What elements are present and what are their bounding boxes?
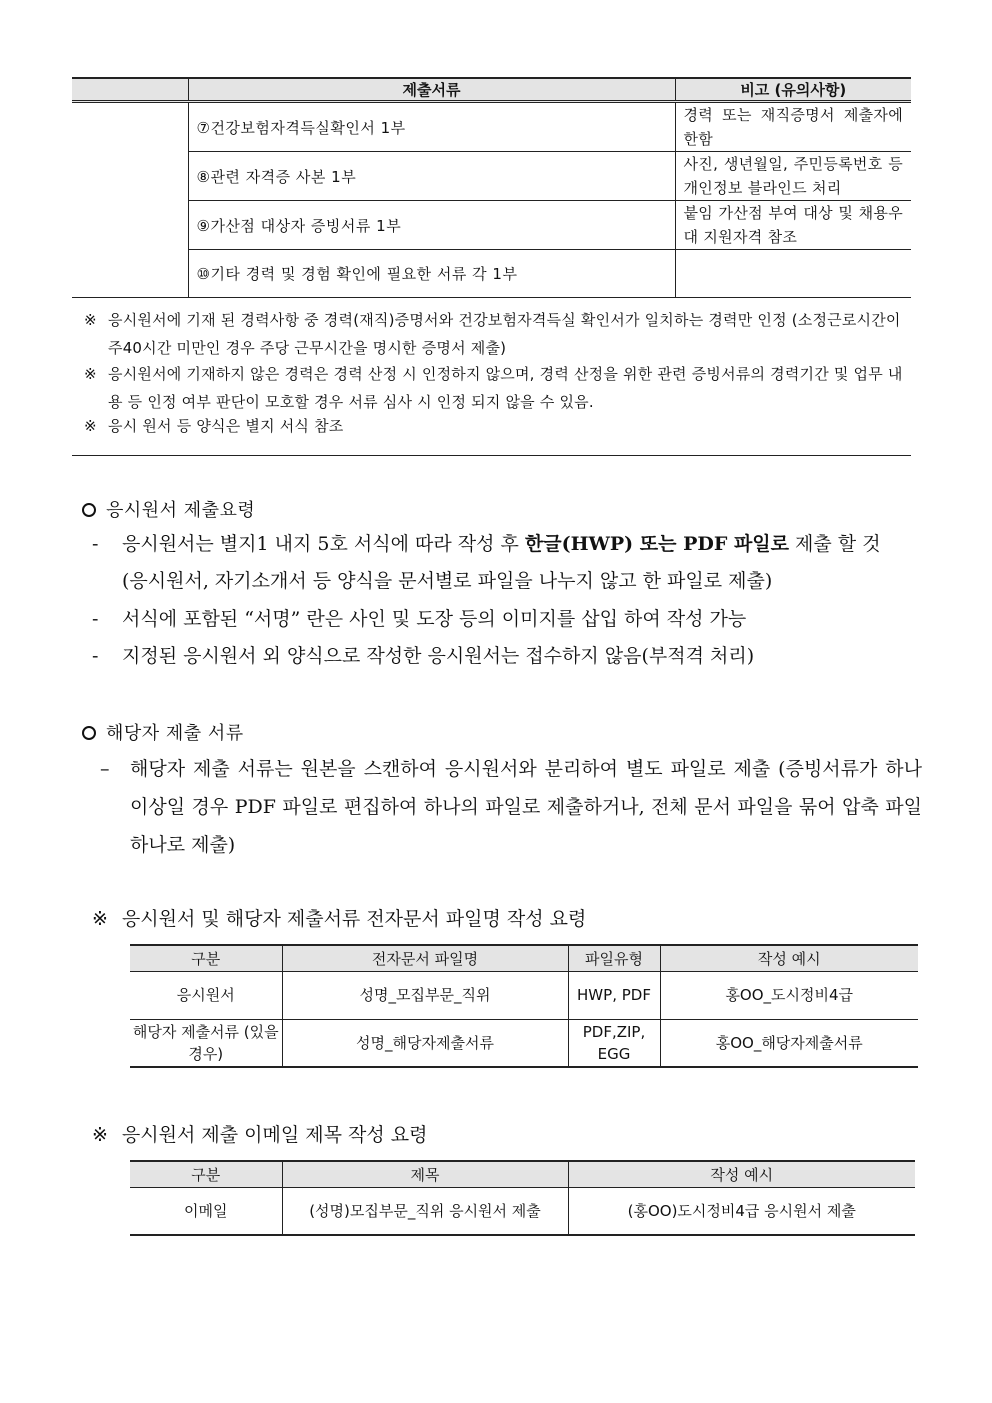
filename-table — [130, 944, 918, 1068]
bullet-text — [92, 525, 912, 563]
remark-cell: 사진, 생년월일, 주민등록번호 등 개인정보 블라인드 처리 — [675, 152, 911, 201]
filename-guide-title: 응시원서 및 해당자 제출서류 전자문서 파일명 작성 요령 — [121, 908, 587, 930]
header-filename: 전자문서 파일명 — [282, 945, 568, 971]
category-cell — [72, 102, 188, 152]
table-cell: PDF,ZIP, EGG — [568, 1019, 660, 1067]
note-text: 응시원서에 기재 된 경력사항 중 경력(재직)증명서와 건강보험자격득실 확인서가 일치하는 경력만 인정 (소정근로시간이 주40시간 미만인 경우 주당 근무시간을 명시한 증명서 제출) — [108, 311, 901, 357]
reference-mark: ※ — [92, 1124, 108, 1146]
reference-mark: ※ — [84, 365, 97, 383]
section-heading-application — [82, 496, 255, 522]
table-header-row — [130, 1161, 915, 1187]
table-header-row — [72, 78, 911, 102]
header-example: 작성 예시 — [660, 945, 918, 971]
email-guide-heading — [92, 1120, 427, 1147]
table-cell: 해당자 제출서류 (있을 경우) — [130, 1019, 282, 1067]
bullet-text: (응시원서, 자기소개서 등 양식을 문서별로 파일을 나누지 않고 한 파일로 제출) — [122, 570, 773, 592]
table-cell: 홍OO_도시정비4급 — [660, 971, 918, 1019]
reference-mark: ※ — [92, 908, 108, 930]
dash-icon: - — [92, 608, 99, 630]
section-title: 응시원서 제출요령 — [106, 500, 256, 521]
email-guide-title: 응시원서 제출 이메일 제목 작성 요령 — [121, 1124, 428, 1146]
category-cell — [72, 152, 188, 201]
category-cell — [72, 250, 188, 298]
table-cell: 홍OO_해당자제출서류 — [660, 1019, 918, 1067]
bullet-text-plain: 응시원서는 별지1 내지 5호 서식에 따라 작성 후 — [122, 533, 525, 555]
dash-icon: - — [92, 645, 99, 667]
section-title: 해당자 제출 서류 — [106, 723, 244, 744]
table-cell: 응시원서 — [130, 971, 282, 1019]
notes-box — [72, 300, 911, 456]
remark-cell: 붙임 가산점 부여 대상 및 채용우대 지원자격 참조 — [675, 201, 911, 250]
remark-cell — [675, 250, 911, 298]
bullet-text: 지정된 응시원서 외 양식으로 작성한 응시원서는 접수하지 않음(부적격 처리) — [122, 645, 755, 667]
table-row — [72, 152, 911, 201]
note-text: 응시 원서 등 양식은 별지 서식 참조 — [108, 417, 344, 435]
table-row — [130, 1187, 915, 1235]
note-item — [84, 306, 909, 362]
dash-icon: - — [92, 533, 99, 555]
table-cell: 성명_해당자제출서류 — [282, 1019, 568, 1067]
bullet-text-emphasis: 한글(HWP) 또는 PDF 파일로 — [524, 533, 790, 555]
header-category: 구분 — [130, 945, 282, 971]
bullet-text-plain: 제출 할 것 — [789, 533, 881, 555]
table-row — [72, 102, 911, 152]
category-cell — [72, 201, 188, 250]
note-item — [84, 412, 909, 440]
note-item — [84, 360, 909, 416]
table-header-row — [130, 945, 918, 971]
header-example: 작성 예시 — [568, 1161, 915, 1187]
bullet-text: 해당자 제출 서류는 원본을 스캔하여 응시원서와 분리하여 별도 파일로 제출 (증빙서류가 하나 이상일 경우 PDF 파일로 편집하여 하나의 파일로 제출하거나, 전체 문서 파일을 묶어 압축 파일 하나로 제출) — [130, 758, 922, 856]
document-cell: ⑨가산점 대상자 증빙서류 1부 — [188, 201, 675, 250]
table-cell: (성명)모집부문_직위 응시원서 제출 — [282, 1187, 568, 1235]
bullet-item — [100, 750, 922, 864]
circle-bullet-icon — [82, 503, 96, 517]
reference-mark: ※ — [84, 417, 97, 435]
table-cell: 이메일 — [130, 1187, 282, 1235]
submission-documents-table — [72, 77, 911, 298]
header-documents: 제출서류 — [188, 78, 675, 102]
document-cell: ⑩기타 경력 및 경험 확인에 필요한 서류 각 1부 — [188, 250, 675, 298]
header-subject: 제목 — [282, 1161, 568, 1187]
header-filetype: 파일유형 — [568, 945, 660, 971]
table-row — [130, 1019, 918, 1067]
header-blank — [72, 78, 188, 102]
remark-cell: 경력 또는 재직증명서 제출자에 한함 — [675, 102, 911, 152]
header-remarks: 비고 (유의사항) — [675, 78, 911, 102]
dash-icon: – — [100, 758, 110, 780]
note-text: 응시원서에 기재하지 않은 경력은 경력 산정 시 인정하지 않으며, 경력 산정을 위한 관련 증빙서류의 경력기간 및 업무 내용 등 인정 여부 판단이 모호할 경우 서류 심사 시 인정 되지 않을 수 있음. — [108, 365, 903, 411]
reference-mark: ※ — [84, 311, 97, 329]
table-row — [72, 201, 911, 250]
table-row — [72, 250, 911, 298]
section-heading-documents — [82, 719, 244, 745]
circle-bullet-icon — [82, 726, 96, 740]
document-cell: ⑧관련 자격증 사본 1부 — [188, 152, 675, 201]
email-subject-table — [130, 1160, 915, 1236]
table-cell: 성명_모집부문_직위 — [282, 971, 568, 1019]
document-cell: ⑦건강보험자격득실확인서 1부 — [188, 102, 675, 152]
table-cell: (홍OO)도시정비4급 응시원서 제출 — [568, 1187, 915, 1235]
filename-guide-heading — [92, 904, 586, 931]
bullet-subline — [92, 562, 912, 600]
table-cell: HWP, PDF — [568, 971, 660, 1019]
bullet-text: 서식에 포함된 “서명” 란은 사인 및 도장 등의 이미지를 삽입 하여 작성 가능 — [122, 608, 747, 630]
header-category: 구분 — [130, 1161, 282, 1187]
table-row — [130, 971, 918, 1019]
bullet-item — [92, 525, 912, 563]
bullet-item — [92, 637, 912, 675]
bullet-item — [92, 600, 912, 638]
